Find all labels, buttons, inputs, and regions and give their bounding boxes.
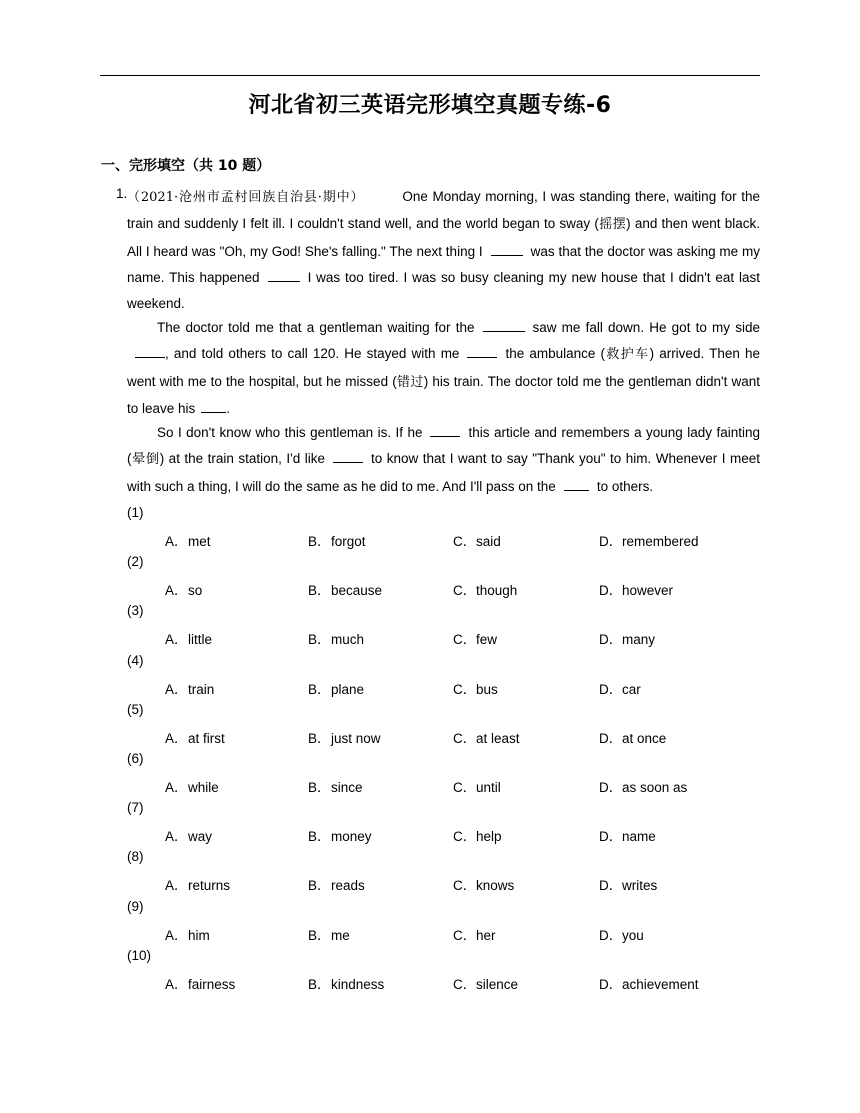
option-key: A． <box>165 976 188 992</box>
page-title: 河北省初三英语完形填空真题专练-6 <box>248 93 612 118</box>
option-key: C． <box>453 927 477 943</box>
option-text: said <box>476 534 501 549</box>
option-d[interactable] <box>599 825 656 845</box>
option-text: at least <box>476 730 520 746</box>
option-text: until <box>476 780 501 795</box>
option-a[interactable] <box>165 628 212 648</box>
option-c[interactable] <box>453 678 498 698</box>
option-d[interactable] <box>599 776 687 796</box>
option-key: A． <box>165 681 188 697</box>
option-key: C． <box>453 681 477 697</box>
option-key: A． <box>165 878 188 894</box>
option-text: little <box>188 632 213 648</box>
item-label: (10) <box>127 947 152 963</box>
blank-7 <box>201 400 226 413</box>
item-label: (1) <box>127 505 144 520</box>
passage-text: to know that I want to say "Thank you" to him. Whenever I meet with such a thing, I will do the same as he did to me. And I'll pass on the <box>127 451 761 494</box>
option-b[interactable] <box>308 874 365 894</box>
question-source: （2021·沧州市孟村回族自治县·期中） <box>127 190 365 205</box>
passage-text: this article and remembers a young lady fainting ( <box>127 425 760 467</box>
option-text: him <box>188 927 210 943</box>
top-rule <box>100 75 760 76</box>
option-c[interactable] <box>453 825 502 845</box>
option-b[interactable] <box>308 628 364 648</box>
passage-text: to others. <box>596 478 654 494</box>
option-text: knows <box>476 878 515 894</box>
option-key: B． <box>308 976 331 992</box>
option-key: C． <box>453 976 477 992</box>
chinese-gloss: 晕倒 <box>131 452 160 468</box>
option-text: much <box>331 632 365 648</box>
option-text: plane <box>331 681 365 697</box>
option-b[interactable] <box>308 530 366 550</box>
option-a[interactable] <box>165 776 219 796</box>
option-key: A． <box>165 583 188 599</box>
blank-4 <box>483 319 525 332</box>
option-d[interactable] <box>599 579 673 599</box>
option-a[interactable] <box>165 530 211 550</box>
option-key: C． <box>453 632 477 648</box>
passage-paragraph-2 <box>127 315 760 422</box>
passage-paragraph-1 <box>127 184 760 317</box>
passage-text: . <box>226 400 231 416</box>
option-c[interactable] <box>453 579 517 599</box>
option-d[interactable] <box>599 727 666 747</box>
option-key: B． <box>308 534 331 549</box>
option-key: D． <box>599 780 623 795</box>
passage-text: , and told others to call 120. He stayed with me <box>165 346 460 362</box>
option-key: B． <box>308 829 331 845</box>
option-a[interactable] <box>165 874 230 894</box>
item-label: (5) <box>127 701 144 717</box>
item-label: (6) <box>127 751 144 766</box>
option-c[interactable] <box>453 628 497 648</box>
passage-text: I was too tired. I was so busy cleaning my new house that I didn't eat last weekend. <box>127 269 760 312</box>
option-key: B． <box>308 878 331 894</box>
option-key: D． <box>599 632 623 648</box>
blank-5 <box>135 345 165 358</box>
option-b[interactable] <box>308 973 384 993</box>
blank-9 <box>333 450 363 463</box>
passage-text: ) at the train station, I'd like <box>159 451 325 467</box>
option-text: her <box>476 927 496 943</box>
option-a[interactable] <box>165 579 202 599</box>
passage-text: One Monday morning, I was standing there, waiting for the train and suddenly I felt ill. I couldn't stand well, and the world began to sway ( <box>127 189 760 232</box>
option-b[interactable] <box>308 924 350 944</box>
option-c[interactable] <box>453 776 501 796</box>
blank-8 <box>430 424 460 437</box>
option-key: C． <box>453 583 477 599</box>
option-d[interactable] <box>599 628 655 648</box>
option-b[interactable] <box>308 776 363 796</box>
blank-2 <box>268 269 300 282</box>
option-text: bus <box>476 681 498 697</box>
passage-text: saw me fall down. He got to my side <box>532 320 760 335</box>
option-text: at first <box>188 730 225 746</box>
option-text: met <box>188 534 211 549</box>
option-text: many <box>622 632 656 648</box>
option-text: forgot <box>331 534 366 549</box>
item-label: (2) <box>127 554 144 570</box>
option-text: reads <box>331 878 365 894</box>
option-key: D． <box>599 927 623 943</box>
option-key: D． <box>599 878 623 894</box>
option-key: B． <box>308 780 331 795</box>
option-text: while <box>188 780 219 795</box>
option-key: A． <box>165 730 188 746</box>
passage-text: was that the doctor was asking me my name. This happened <box>127 243 760 285</box>
option-text: because <box>331 583 383 599</box>
option-key: D． <box>599 829 623 845</box>
option-text: silence <box>476 976 519 992</box>
option-key: D． <box>599 583 623 599</box>
option-text: train <box>188 681 215 697</box>
option-key: A． <box>165 829 188 845</box>
option-text: few <box>476 632 498 648</box>
option-c[interactable] <box>453 727 520 747</box>
chinese-gloss: 错过 <box>396 374 424 390</box>
chinese-gloss: 救护车 <box>605 347 650 363</box>
option-text: way <box>188 829 213 845</box>
option-c[interactable] <box>453 874 514 894</box>
option-key: C． <box>453 878 477 894</box>
item-label: (9) <box>127 898 144 914</box>
blank-1 <box>491 243 523 256</box>
option-text: though <box>476 583 518 599</box>
option-d[interactable] <box>599 874 657 894</box>
option-key: D． <box>599 730 623 746</box>
option-text: as soon as <box>622 780 688 795</box>
question-number: 1. <box>116 186 128 201</box>
option-c[interactable] <box>453 924 496 944</box>
option-text: remembered <box>622 534 699 549</box>
option-text: fairness <box>188 976 236 992</box>
section-heading: 一、完形填空（共 10 题） <box>101 158 271 174</box>
option-key: B． <box>308 583 331 599</box>
option-c[interactable] <box>453 530 501 550</box>
passage-text: the ambulance ( <box>505 346 606 362</box>
option-b[interactable] <box>308 579 382 599</box>
option-key: A． <box>165 780 188 795</box>
option-key: C． <box>453 780 477 795</box>
option-key: B． <box>308 681 331 697</box>
option-text: achievement <box>622 976 699 992</box>
option-text: at once <box>622 730 667 746</box>
option-key: B． <box>308 730 331 746</box>
passage-text: So I don't know who this gentleman is. If he <box>157 425 423 440</box>
option-key: B． <box>308 927 331 943</box>
option-key: D． <box>599 681 623 697</box>
option-d[interactable] <box>599 924 644 944</box>
option-c[interactable] <box>453 973 518 993</box>
option-text: so <box>188 583 203 599</box>
option-text: name <box>622 829 656 845</box>
option-key: D． <box>599 976 623 992</box>
option-b[interactable] <box>308 825 372 845</box>
option-key: A． <box>165 534 188 549</box>
option-a[interactable] <box>165 727 225 747</box>
option-key: B． <box>308 632 331 648</box>
option-text: me <box>331 927 350 943</box>
option-a[interactable] <box>165 678 214 698</box>
option-text: just now <box>331 730 381 746</box>
option-text: help <box>476 829 502 845</box>
option-text: car <box>622 681 641 697</box>
option-text: however <box>622 583 674 599</box>
option-key: A． <box>165 632 188 648</box>
option-key: C． <box>453 730 477 746</box>
option-b[interactable] <box>308 727 381 747</box>
option-d[interactable] <box>599 530 699 550</box>
item-label: (8) <box>127 849 144 865</box>
option-text: returns <box>188 878 231 894</box>
passage-paragraph-3 <box>127 420 760 500</box>
option-key: C． <box>453 534 477 549</box>
option-text: you <box>622 927 644 943</box>
passage-text: ) and then went black. All I heard was "Oh, my God! She's falling." The next thing I <box>127 216 760 259</box>
item-label: (4) <box>127 652 144 668</box>
item-label: (3) <box>127 603 144 619</box>
option-key: C． <box>453 829 477 845</box>
blank-10 <box>564 478 589 491</box>
option-text: money <box>331 829 372 845</box>
item-label: (7) <box>127 800 144 816</box>
passage-text: ) arrived. Then he went with me to the hospital, but he missed ( <box>127 346 761 389</box>
option-d[interactable] <box>599 973 699 993</box>
option-a[interactable] <box>165 973 235 993</box>
passage-text: ) his train. The doctor told me the gentleman didn't want to leave his <box>127 373 760 416</box>
option-key: A． <box>165 927 188 943</box>
option-text: writes <box>622 878 658 894</box>
chinese-gloss: 摇摆 <box>598 217 627 233</box>
option-d[interactable] <box>599 678 641 698</box>
passage-text: The doctor told me that a gentleman waiting for the <box>157 320 475 335</box>
option-text: kindness <box>331 976 385 992</box>
option-key: D． <box>599 534 623 549</box>
option-text: since <box>331 780 363 795</box>
option-a[interactable] <box>165 825 212 845</box>
option-b[interactable] <box>308 678 364 698</box>
blank-6 <box>467 345 497 358</box>
option-a[interactable] <box>165 924 210 944</box>
